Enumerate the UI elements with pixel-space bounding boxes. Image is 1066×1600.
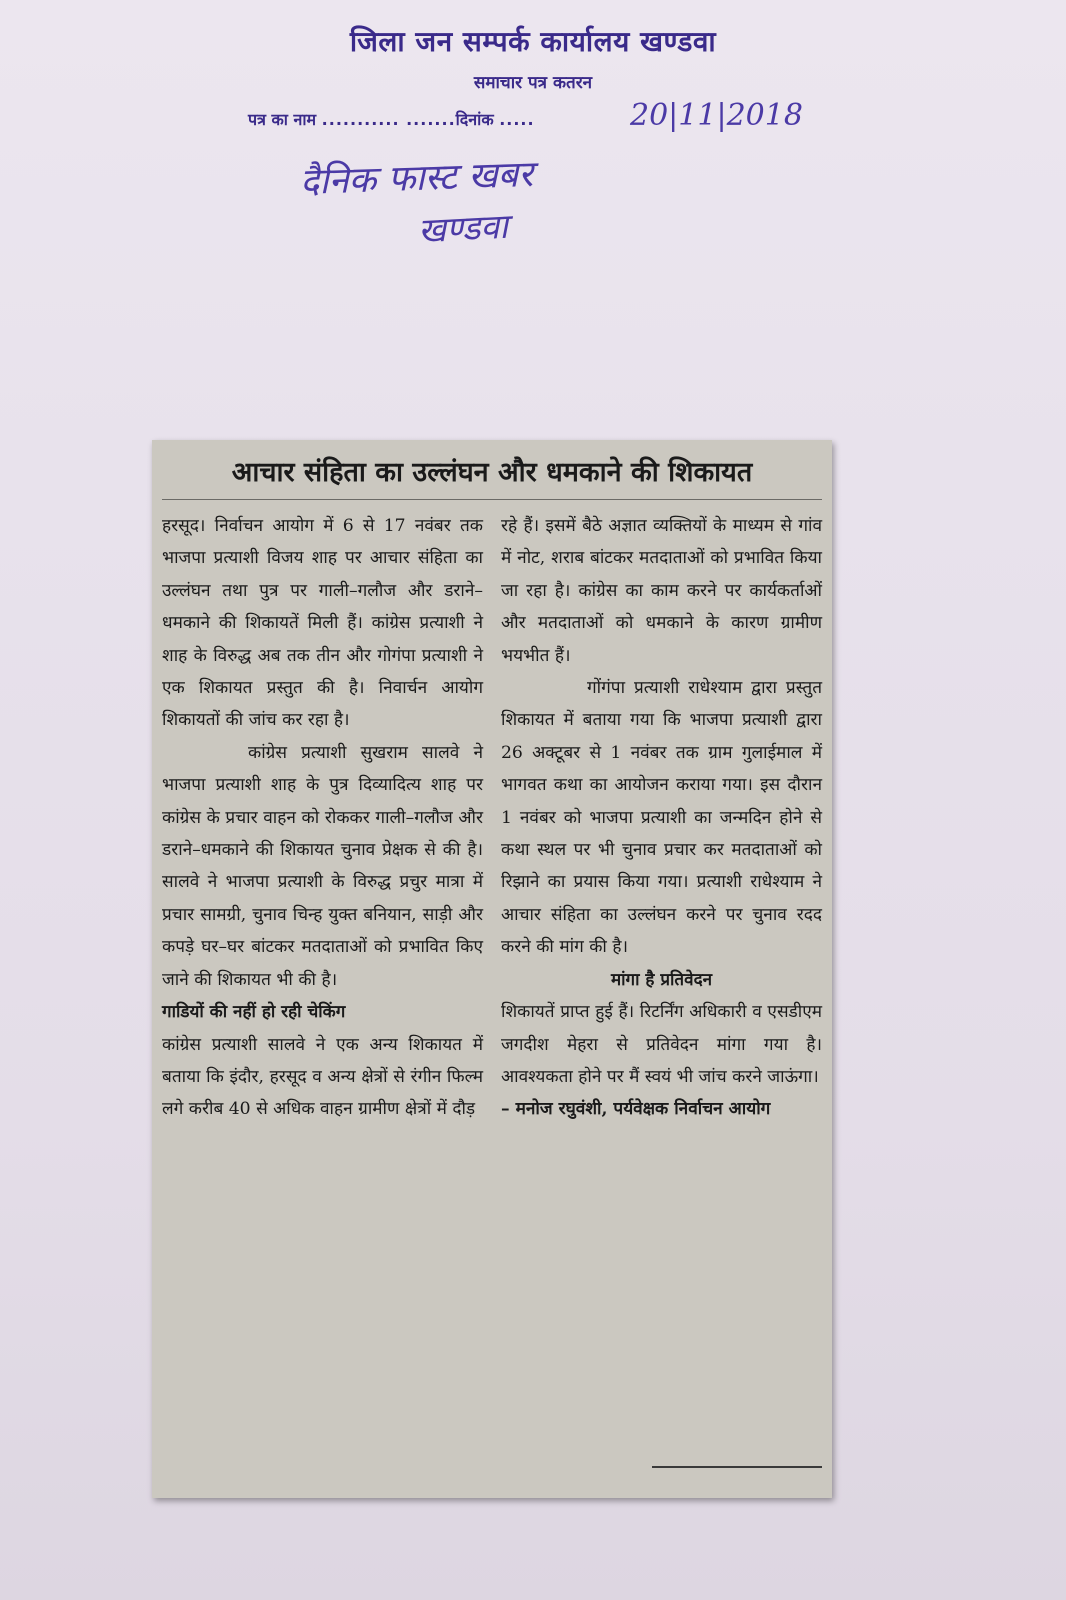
news-clipping	[152, 440, 832, 1498]
handwritten-city: खण्डवा	[417, 206, 509, 252]
right-paragraph-2: गोंगंपा प्रत्याशी राधेश्याम द्वारा प्रस्तुत शिकायत में बताया गया कि भाजपा प्रत्याशी द्वारा 26 अक्टूबर से 1 नवंबर तक ग्राम गुलाईमाल में भागवत कथा का आयोजन कराया गया। इस दौरान 1 नवंबर को भाजपा प्रत्याशी का जन्मदिन होने से कथा स्थल पर भी चुनाव प्रचार कर मतदाताओं को रिझाने का प्रयास किया गया। प्रत्याशी राधेश्याम ने आचार संहिता का उल्लंघन करने पर चुनाव रदद करने की मांग की है।	[501, 678, 822, 958]
paper-name-label: पत्र का नाम	[248, 110, 317, 129]
left-paragraph-1: हरसूद। निर्वाचन आयोग में 6 से 17 नवंबर तक भाजपा प्रत्याशी विजय शाह पर आचार संहिता का उल्लंघन तथा पुत्र पर गाली–गलौज और डराने–धमकाने की शिकायतें मिली हैं। कांग्रेस प्रत्याशी ने शाह के विरुद्ध अब तक तीन और गोगंपा प्रत्याशी ने एक शिकायत प्रस्तुत की है। निवार्चन आयोग शिकायतों की जांच कर रहा है।	[162, 516, 483, 731]
date-dots: .....	[499, 110, 535, 129]
handwritten-date: 20|11|2018	[630, 98, 803, 133]
right-paragraph-1: रहे हैं। इसमें बैठे अज्ञात व्यक्तियों के माध्यम से गांव में नोट, शराब बांटकर मतदाताओं को प्रभावित किया जा रहा है। कांग्रेस का काम करने पर कार्यकर्ताओं और मतदाताओं को धमकाने के कारण ग्रामीण भयभीत हैं।	[501, 516, 822, 666]
date-label: दिनांक	[455, 110, 494, 129]
handwritten-paper-name: दैनिक फास्ट खबर	[299, 153, 534, 204]
office-title: जिला जन सम्पर्क कार्यालय खण्डवा	[349, 25, 717, 58]
article-columns	[162, 510, 822, 1126]
right-paragraph-3: शिकायतें प्राप्त हुई हैं। रिटर्निंग अधिकारी व एसडीएम जगदीश मेहरा से प्रतिवेदन मांगा गया है। आवश्यकता होने पर मैं स्वयं भी जांच करने जाऊंगा।	[501, 1002, 822, 1087]
article-headline: आचार संहिता का उल्लंघन और धमकाने की शिकायत	[162, 448, 822, 500]
article-right-column	[501, 510, 822, 1126]
right-subheading: मांगा है प्रतिवेदन	[610, 969, 713, 990]
clipping-label: समाचार पत्र कतरन	[473, 73, 593, 93]
left-paragraph-3: कांग्रेस प्रत्याशी सालवे ने एक अन्य शिकायत में बताया कि इंदौर, हरसूद व अन्य क्षेत्रों से रंगीन फिल्म लगे करीब 40 से अधिक वाहन ग्रामीण क्षेत्रों में दौड़	[162, 1034, 483, 1120]
end-rule	[652, 1466, 822, 1468]
left-subheading: गाडियों की नहीं हो रही चेकिंग	[162, 1002, 346, 1023]
paper-name-dots: ........... .......	[321, 110, 456, 129]
left-paragraph-2: कांग्रेस प्रत्याशी सुखराम सालवे ने भाजपा प्रत्याशी शाह के पुत्र दिव्यादित्य शाह पर कांग्रेस के प्रचार वाहन को रोककर गाली–गलौज और डराने–धमकाने की शिकायत चुनाव प्रेक्षक से की है। सालवे ने भाजपा प्रत्याशी के विरुद्ध प्रचुर मात्रा में प्रचार सामग्री, चुनाव चिन्ह युक्त बनियान, साड़ी और कपड़े घर–घर बांटकर मतदाताओं को प्रभावित किए जाने की शिकायत भी की है।	[162, 742, 483, 990]
article-left-column	[162, 510, 483, 1126]
article-byline: – मनोज रघुवंशी, पर्यवेक्षक निर्वाचन आयोग	[501, 1099, 771, 1120]
